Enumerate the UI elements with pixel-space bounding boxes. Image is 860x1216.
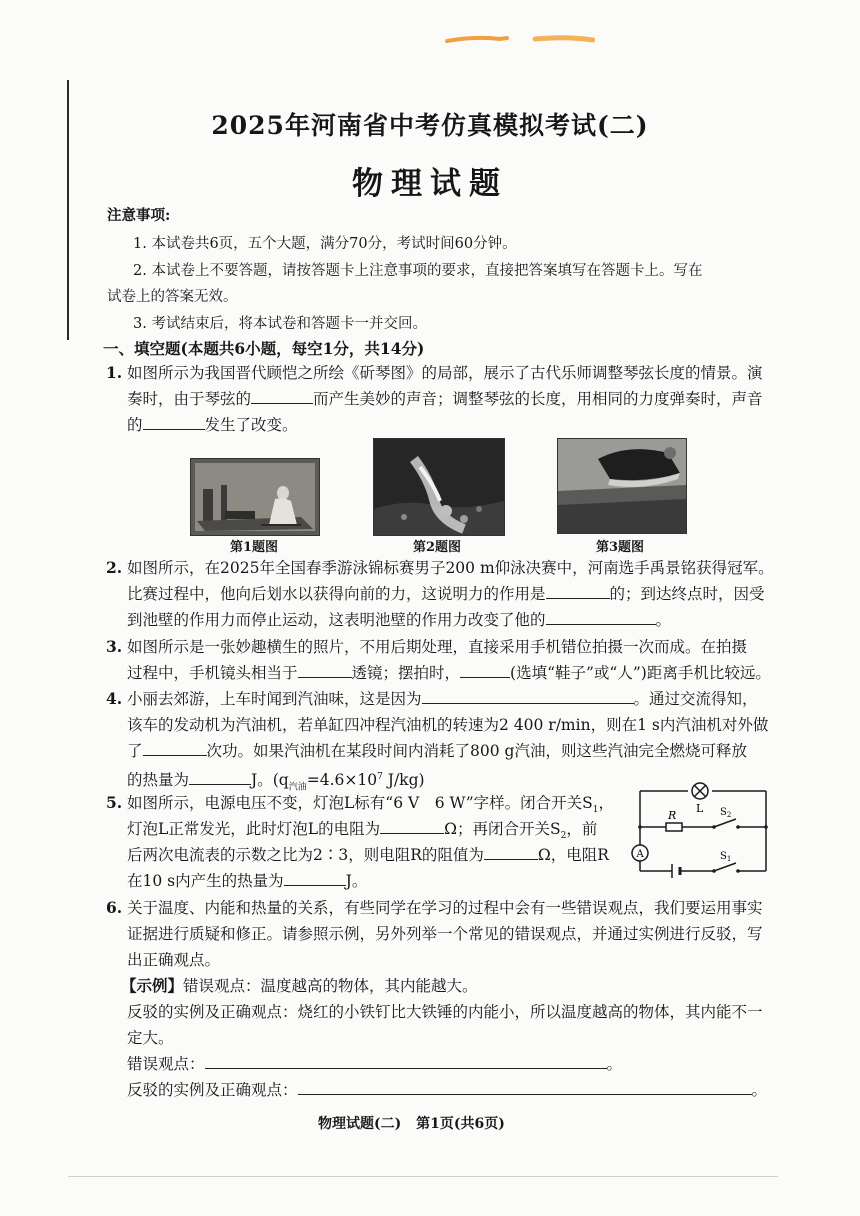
q3-text: 过程中，手机镜头相当于 (127, 664, 298, 682)
q4-superscript: 7 (377, 772, 383, 782)
notice-heading: 注意事项: (107, 207, 171, 224)
q4-subscript: 汽油 (288, 782, 307, 793)
figure-2-swimmer (373, 438, 505, 536)
q5-text: Ω；再闭合开关S (444, 820, 561, 838)
q6-wrong-view (127, 1053, 622, 1075)
q4-number: 4. (106, 689, 123, 708)
q2-text: 到池壁的作用力而停止运动，这表明池壁的作用力改变了他的 (127, 611, 546, 629)
q2-line-1: 如图所示，在2025年全国春季游泳锦标赛男子200 m仰泳决赛中，河南选手禹景铭获得冠军。 (127, 559, 774, 577)
answer-blank[interactable] (143, 415, 205, 430)
q4-text: 小丽去郊游，上车时闻到汽油味，这是因为 (127, 690, 422, 708)
q1-text: 发生了改变。 (204, 416, 298, 434)
q6-example (121, 975, 478, 997)
q6-number: 6. (106, 898, 123, 917)
q5-line-1 (127, 792, 614, 821)
q5-subscript: 2 (560, 831, 567, 842)
q6-line-1: 关于温度、内能和热量的关系，有些同学在学习的过程中会有一些错误观点，我们要运用事实 (127, 899, 763, 917)
q5-line-4 (127, 870, 367, 892)
answer-blank[interactable] (546, 584, 610, 599)
resistor-symbol (666, 823, 682, 831)
figure-3-shoe-photo (557, 438, 687, 534)
q4-text: 了 (127, 742, 143, 760)
q4-line-3 (127, 740, 747, 762)
q2-text: 。 (655, 611, 672, 629)
q6-text: 。 (606, 1055, 623, 1073)
switch-s2-label: $S_2$ (720, 807, 732, 819)
q1-text: 奏时，由于琴弦的 (127, 390, 252, 408)
footer-title: 物理试题(二) (318, 1116, 402, 1132)
q5-line-2 (127, 818, 597, 847)
example-tag: 【示例】 (121, 976, 184, 995)
figure-1-painting (190, 458, 320, 536)
lamp-label: L (696, 802, 704, 815)
q4-text: 的热量为 (127, 771, 190, 790)
q5-text: 在10 s内产生的热量为 (127, 872, 284, 890)
exam-title: 2025年河南省中考仿真模拟考试(二) (211, 111, 649, 140)
figure-2-caption: 第2题图 (412, 540, 462, 555)
answer-blank[interactable] (298, 663, 352, 678)
q6-line-2: 证据进行质疑和修正。请参照示例，另外列举一个常见的错误观点，并通过实例进行反驳，写 (127, 925, 763, 943)
answer-blank[interactable] (422, 689, 634, 704)
ammeter-label: A (636, 849, 644, 860)
switch-s1-label: $S_1$ (720, 851, 732, 863)
q3-text: 透镜；摆拍时， (351, 664, 461, 682)
q4-text: 次功。如果汽油机在某段时间内消耗了800 g汽油，则这些汽油完全燃烧可释放 (206, 742, 747, 760)
q1-line-1: 如图所示为我国晋代顾恺之所绘《斫琴图》的局部，展示了古代乐师调整琴弦长度的情景。演 (127, 364, 763, 382)
figure-3-caption: 第3题图 (595, 540, 645, 555)
q1-line-3 (127, 414, 298, 436)
q1-text: 的 (127, 416, 143, 434)
section-heading: 一、填空题(本题共6小题，每空1分，共14分) (103, 339, 425, 358)
answer-blank[interactable] (205, 1054, 607, 1069)
answer-blank[interactable] (298, 1080, 752, 1095)
q5-text: 如图所示，电源电压不变，灯泡L标有“6 V 6 W”字样。闭合开关S (127, 794, 593, 812)
orange-mark (445, 34, 595, 44)
q1-text: 而产生美妙的声音；调整琴弦的长度，用相同的力度弹奏时，声音 (313, 390, 763, 408)
answer-blank[interactable] (251, 389, 313, 404)
q6-text: 错误观点：温度越高的物体，其内能越大。 (183, 977, 478, 995)
q4-text: J。(q (251, 771, 289, 790)
answer-blank[interactable] (460, 663, 510, 678)
q5-number: 5. (106, 793, 123, 812)
answer-blank[interactable] (143, 741, 207, 756)
q3-text: (选填“鞋子”或“人”)距离手机比较远。 (510, 664, 771, 682)
q6-refute-line-2: 定大。 (127, 1029, 174, 1047)
q2-number: 2. (106, 558, 123, 577)
footer (318, 1113, 505, 1133)
answer-blank[interactable] (546, 610, 656, 625)
answer-blank[interactable] (484, 845, 538, 860)
answer-blank[interactable] (284, 871, 346, 886)
circuit-diagram (628, 775, 774, 883)
q2-line-3 (127, 609, 671, 631)
q5-text: ， (598, 794, 615, 812)
notice-item-2: 2. 本试卷上不要答题，请按答题卡上注意事项的要求，直接把答案填写在答题卡上。写在 (133, 263, 703, 279)
q3-number: 3. (106, 637, 123, 656)
q5-text: ，前 (566, 820, 598, 838)
q6-text: 反驳的实例及正确观点： (127, 1081, 298, 1099)
page-number: 第1页(共6页) (416, 1116, 505, 1132)
page-edge (68, 1176, 778, 1177)
lamp-symbol (692, 783, 708, 799)
q5-text: 灯泡L正常发光，此时灯泡L的电阻为 (127, 820, 381, 838)
q6-refute-line-1: 反驳的实例及正确观点：烧红的小铁钉比大铁锤的内能小，所以温度越高的物体，其内能不一 (127, 1003, 763, 1021)
q2-line-2 (127, 583, 765, 605)
q5-subscript: 1 (592, 805, 599, 816)
q4-line-1 (127, 688, 758, 710)
answer-blank[interactable] (189, 770, 251, 785)
q6-text: 。 (751, 1081, 768, 1099)
q6-refute-answer (127, 1079, 767, 1101)
resistor-label: R (668, 809, 677, 822)
q5-text: J。 (345, 872, 368, 890)
q1-number: 1. (106, 363, 123, 382)
exam-subtitle: 物理试题 (352, 166, 508, 202)
q5-text: 后两次电流表的示数之比为2∶3，则电阻R的阻值为 (127, 846, 484, 864)
q4-text: =4.6×10 (306, 771, 378, 790)
q1-line-2 (127, 388, 763, 410)
q3-line-2 (127, 662, 771, 684)
q6-line-3: 出正确观点。 (127, 951, 221, 969)
notice-item-2-cont: 试卷上的答案无效。 (107, 289, 238, 305)
q6-text: 错误观点： (127, 1055, 205, 1073)
notice-item-3: 3. 考试结束后，将本试卷和答题卡一并交回。 (133, 316, 427, 332)
q4-line-2: 该车的发动机为汽油机，若单缸四冲程汽油机的转速为2 400 r/min，则在1 s内汽油机对外做 (127, 716, 769, 734)
answer-blank[interactable] (380, 819, 444, 834)
q4-text: J/kg) (382, 771, 425, 790)
q5-text: Ω，电阻R (537, 846, 609, 864)
figure-1-caption: 第1题图 (229, 540, 279, 555)
q5-line-3 (127, 844, 609, 866)
notice-item-1: 1. 本试卷共6页，五个大题，满分70分，考试时间60分钟。 (133, 236, 517, 252)
q2-text: 的；到达终点时，因受 (609, 585, 765, 603)
q2-text: 比赛过程中，他向后划水以获得向前的力，这说明力的作用是 (127, 585, 546, 603)
q4-text: 。通过交流得知， (633, 690, 758, 708)
q3-line-1: 如图所示是一张妙趣横生的照片，不用后期处理，直接采用手机错位拍摄一次而成。在拍摄 (127, 638, 748, 656)
